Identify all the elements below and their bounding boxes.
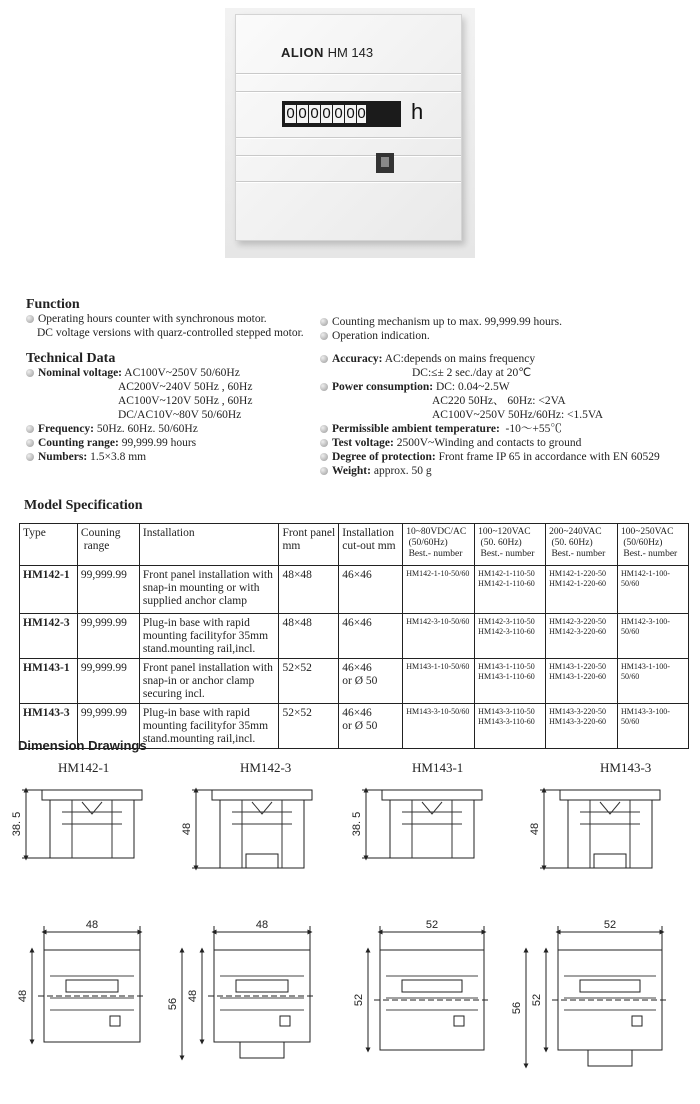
nominal-voltage-line: DC/AC10V~80V 50/60Hz — [118, 409, 242, 421]
front-plug — [240, 1042, 284, 1058]
power-ac100: AC100V~250V 50Hz/60Hz: <1.5VA — [432, 409, 604, 421]
cell-v1: HM142-3-10-50/60 — [403, 614, 475, 659]
cell-v3: HM143-1-220-50 HM143-1-220-60 — [546, 659, 618, 704]
product-photo — [225, 8, 475, 258]
cell-v3: HM142-3-220-50 HM142-3-220-60 — [546, 614, 618, 659]
header-v3: 200~240VAC (50. 60Hz) Best.- number — [546, 524, 618, 566]
cell-v1: HM142-1-10-50/60 — [403, 566, 475, 614]
device-brand: ALION HM 143 — [281, 45, 374, 60]
front-counter — [580, 980, 640, 992]
header-v4: 100~250VAC (50/60Hz) Best.- number — [618, 524, 689, 566]
unit-label: h — [411, 99, 424, 124]
side-height-label: 38. 5 — [351, 811, 363, 837]
side-height-label: 48 — [181, 822, 193, 836]
header-counting: Couning range — [77, 524, 139, 566]
counting-range: Counting range: 99,999.99 hours — [26, 436, 196, 450]
header-installation: Installation — [139, 524, 279, 566]
cell-front: 48×48 — [279, 614, 339, 659]
total-height-label: 56 — [511, 1001, 523, 1015]
accuracy: Accuracy: AC:depends on mains frequency — [320, 352, 535, 366]
counter-display: 0 0 0 0 0 0 0 — [282, 101, 401, 127]
frequency: Frequency: 50Hz. 60Hz. 50/60Hz — [26, 422, 198, 436]
cell-front: 48×48 — [279, 566, 339, 614]
cell-type: HM142-3 — [20, 614, 78, 659]
front-indicator — [110, 1016, 120, 1026]
cell-installation: Front panel installation with snap-in or anchor clamp securing incl. — [139, 659, 279, 704]
model-spec-table — [19, 523, 689, 749]
cell-range: 99,999.99 — [77, 614, 139, 659]
table-row — [20, 614, 689, 659]
cell-type: HM142-1 — [20, 566, 78, 614]
cell-v4: HM143-1-100-50/60 — [618, 659, 689, 704]
front-height-label: 48 — [187, 989, 199, 1003]
cell-v4: HM142-1-100-50/60 — [618, 566, 689, 614]
side-height-label: 38. 5 — [11, 811, 23, 837]
operation-indicator — [376, 153, 394, 173]
cell-v3: HM143-3-220-50 HM143-3-220-60 — [546, 704, 618, 749]
cell-installation: Plug-in base with rapid mounting facilityfor 35mm stand.mounting rail,incl. — [139, 704, 279, 749]
front-height-label: 52 — [353, 993, 365, 1007]
cell-front: 52×52 — [279, 704, 339, 749]
dimension-drawings — [0, 780, 700, 1104]
power-consumption: Power consumption: DC: 0.04~2.5W — [320, 380, 510, 394]
side-body — [50, 800, 134, 858]
cell-type: HM143-3 — [20, 704, 78, 749]
header-type: Type — [20, 524, 78, 566]
side-flange — [382, 790, 482, 800]
dimension-drawing — [22, 790, 146, 1042]
function-title: Function — [26, 297, 80, 312]
drawing-title: HM143-1 — [412, 760, 464, 775]
protection: Degree of protection: Front frame IP 65 in accordance with EN 60529 — [320, 450, 660, 464]
function-item: DC voltage versions with quarz-controlled stepped motor. — [37, 327, 304, 339]
front-height-label: 48 — [17, 989, 29, 1003]
cell-v4: HM143-3-100-50/60 — [618, 704, 689, 749]
table-row — [20, 659, 689, 704]
cell-cutout: 46×46 — [339, 566, 403, 614]
side-flange — [212, 790, 312, 800]
dimension-drawing — [182, 790, 316, 1058]
front-counter — [236, 980, 288, 992]
total-height-label: 56 — [167, 997, 179, 1011]
cell-v2: HM143-1-110-50 HM143-1-110-60 — [475, 659, 546, 704]
drawing-title: HM143-3 — [600, 760, 652, 775]
front-width-label: 52 — [603, 919, 617, 931]
front-width-label: 48 — [255, 919, 269, 931]
cell-v2: HM142-1-110-50 HM142-1-110-60 — [475, 566, 546, 614]
side-height-label: 48 — [529, 822, 541, 836]
header-front: Front panel mm — [279, 524, 339, 566]
front-indicator — [632, 1016, 642, 1026]
dimension-drawing — [526, 790, 668, 1066]
cell-range: 99,999.99 — [77, 704, 139, 749]
cell-cutout: 46×46 or Ø 50 — [339, 659, 403, 704]
front-indicator — [454, 1016, 464, 1026]
ambient-temperature: Permissible ambient temperature: -10～+55℃ — [320, 422, 562, 436]
cell-cutout: 46×46 — [339, 614, 403, 659]
cell-v1: HM143-3-10-50/60 — [403, 704, 475, 749]
front-indicator — [280, 1016, 290, 1026]
test-voltage: Test voltage: 2500V~Winding and contacts to ground — [320, 436, 581, 450]
nominal-voltage-line: AC100V~120V 50Hz , 60Hz — [118, 395, 253, 407]
weight: Weight: approx. 50 g — [320, 464, 432, 478]
front-height-label: 52 — [531, 993, 543, 1007]
numbers: Numbers: 1.5×3.8 mm — [26, 450, 146, 464]
hour-counter-device — [235, 14, 462, 241]
cell-range: 99,999.99 — [77, 659, 139, 704]
front-counter — [66, 980, 118, 992]
function-item: Counting mechanism up to max. 99,999.99 hours. — [320, 315, 562, 329]
side-plug — [246, 854, 278, 868]
cell-v1: HM143-1-10-50/60 — [403, 659, 475, 704]
header-v1: 10~80VDC/AC (50/60Hz) Best.- number — [403, 524, 475, 566]
cell-range: 99,999.99 — [77, 566, 139, 614]
cell-v2: HM143-3-110-50 HM143-3-110-60 — [475, 704, 546, 749]
front-width-label: 48 — [85, 919, 99, 931]
cell-cutout: 46×46 or Ø 50 — [339, 704, 403, 749]
cell-installation: Front panel installation with snap-in mounting or with supplied anchor clamp — [139, 566, 279, 614]
side-body — [390, 800, 474, 858]
front-width-label: 52 — [425, 919, 439, 931]
cell-v3: HM142-1-220-50 HM142-1-220-60 — [546, 566, 618, 614]
header-v2: 100~120VAC (50. 60Hz) Best.- number — [475, 524, 546, 566]
cell-type: HM143-1 — [20, 659, 78, 704]
model-spec-title: Model Specification — [24, 498, 143, 513]
drawing-title: HM142-1 — [58, 760, 110, 775]
table-header-row — [20, 524, 689, 566]
function-item: Operation indication. — [320, 329, 430, 343]
table-row — [20, 566, 689, 614]
accuracy-dc: DC:≤± 2 sec./day at 20℃ — [412, 367, 532, 379]
dimensions-title: Dimension Drawings — [18, 738, 147, 753]
front-plug — [588, 1050, 632, 1066]
header-cutout: Installation cut-out mm — [339, 524, 403, 566]
cell-v2: HM142-3-110-50 HM142-3-110-60 — [475, 614, 546, 659]
side-flange — [42, 790, 142, 800]
technical-title: Technical Data — [26, 351, 116, 366]
cell-front: 52×52 — [279, 659, 339, 704]
drawing-title: HM142-3 — [240, 760, 292, 775]
power-ac220: AC220 50Hz、 60Hz: <2VA — [432, 395, 566, 407]
nominal-voltage: Nominal voltage: AC100V~250V 50/60Hz — [26, 366, 240, 380]
front-counter — [402, 980, 462, 992]
function-item: Operating hours counter with synchronous motor. — [26, 312, 267, 326]
side-flange — [560, 790, 660, 800]
nominal-voltage-line: AC200V~240V 50Hz , 60Hz — [118, 381, 253, 393]
cell-v4: HM142-3-100-50/60 — [618, 614, 689, 659]
side-plug — [594, 854, 626, 868]
cell-installation: Plug-in base with rapid mounting facilityfor 35mm stand.mounting rail,incl. — [139, 614, 279, 659]
